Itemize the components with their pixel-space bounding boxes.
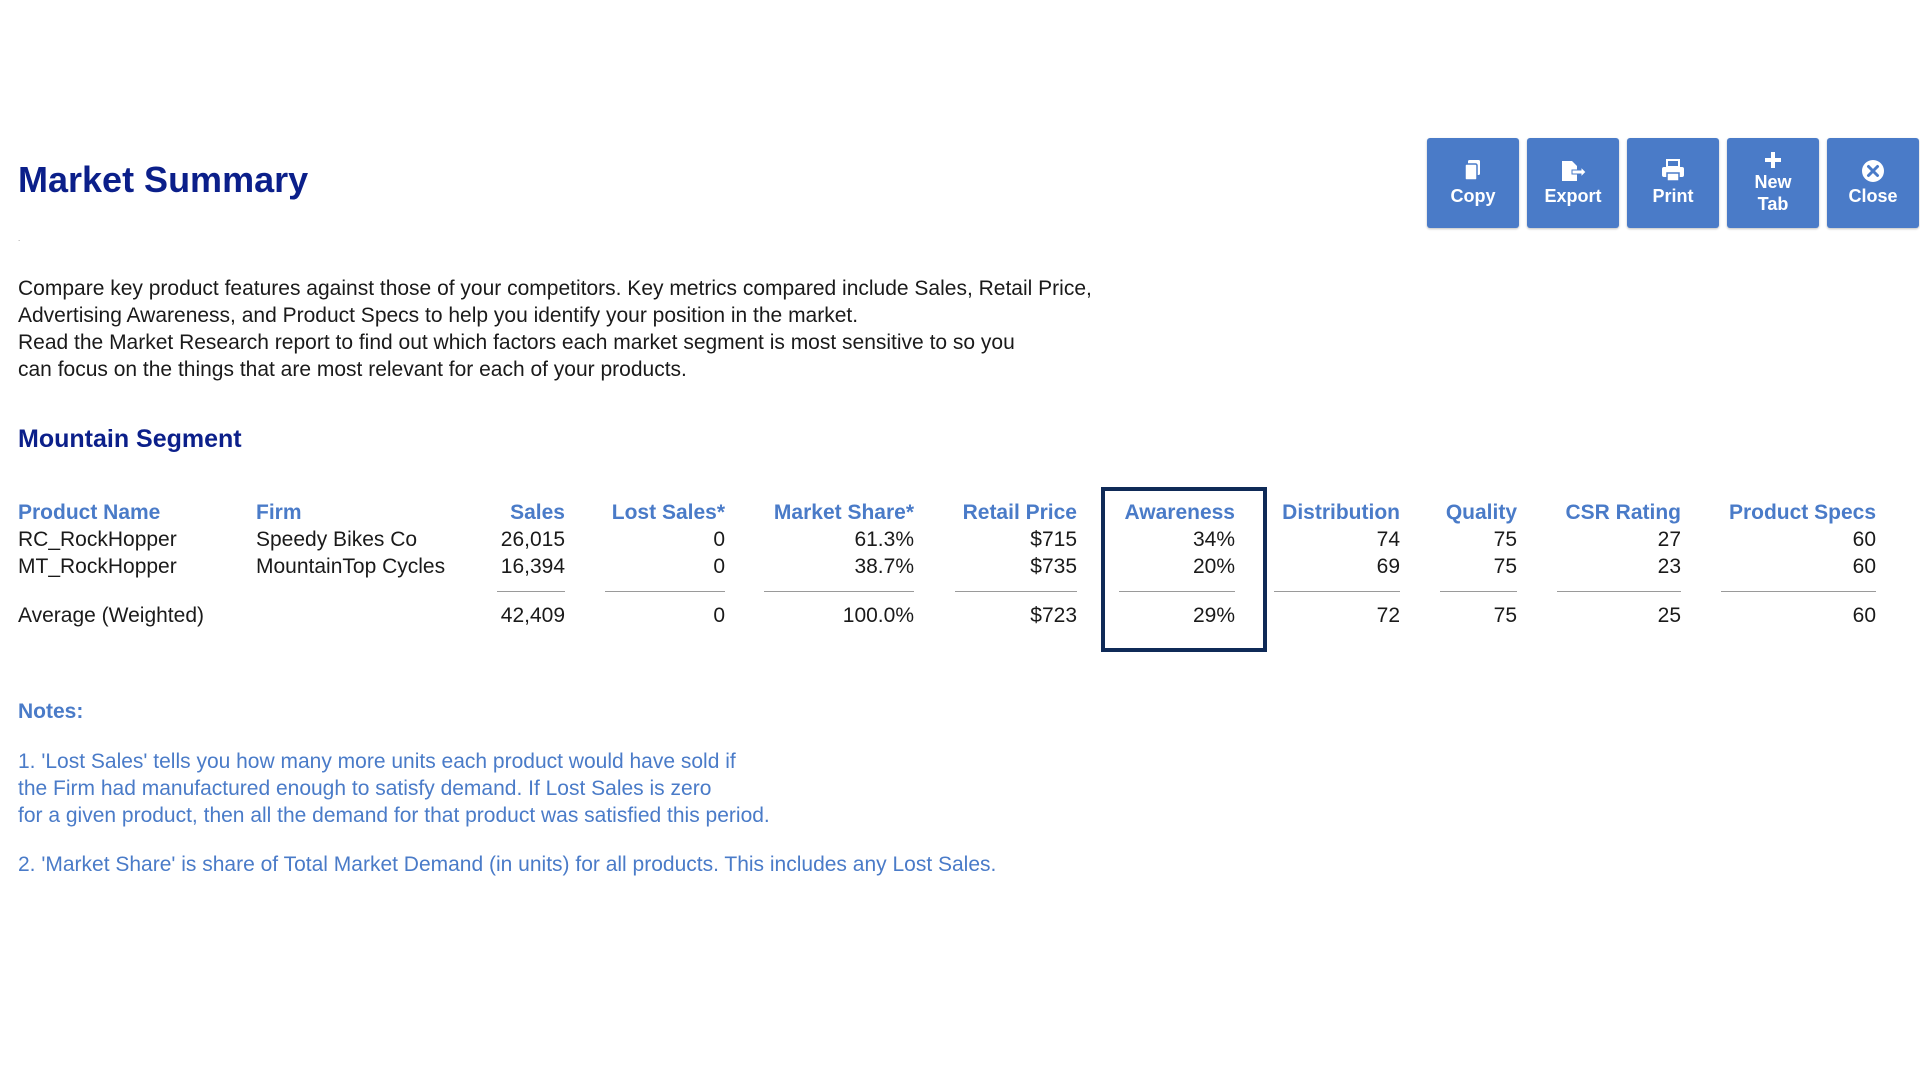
table-cell-csr-rating: 23 [1657,555,1681,578]
stray-mark: . [18,234,21,243]
notes-title: Notes: [18,700,84,723]
total-rule [955,591,1077,592]
copy-icon [1463,159,1483,183]
close-button[interactable] [1827,138,1919,228]
plus-icon [1764,151,1782,169]
new-tab-button[interactable] [1727,138,1819,228]
intro-line: Advertising Awareness, and Product Specs to help you identify your position in the market. [18,304,859,327]
column-header-sales: Sales [510,501,565,524]
awareness-highlight-box [1101,487,1267,652]
copy-button[interactable] [1427,138,1519,228]
total-rule [1557,591,1681,592]
export-icon [1559,159,1587,183]
column-header-awareness: Awareness [1124,501,1235,524]
table-cell-product-name: RC_RockHopper [18,528,177,551]
total-rule [1440,591,1517,592]
table-cell-csr-rating: 27 [1657,528,1681,551]
column-header-csr-rating: CSR Rating [1565,501,1681,524]
average-cell-lost-sales: 0 [713,604,725,627]
table-cell-retail-price: $715 [1030,528,1077,551]
table-cell-sales: 26,015 [500,528,565,551]
column-header-product-name: Product Name [18,501,161,524]
note-line: 1. 'Lost Sales' tells you how many more units each product would have sold if [18,750,736,773]
table-cell-distribution: 69 [1376,555,1400,578]
table-cell-lost-sales: 0 [713,555,725,578]
table-cell-quality: 75 [1493,555,1517,578]
copy-label: Copy [1450,186,1496,206]
average-cell-market-share: 100.0% [842,604,914,627]
average-cell-csr-rating: 25 [1657,604,1681,627]
intro-line: Read the Market Research report to find out which factors each market segment is most sensitive to so you [18,331,1015,354]
total-rule [1274,591,1400,592]
table-cell-product-name: MT_RockHopper [18,555,177,578]
average-cell-retail-price: $723 [1030,604,1077,627]
export-label: Export [1544,186,1602,206]
note-line: 2. 'Market Share' is share of Total Market Demand (in units) for all products. This includes any Lost Sales. [18,853,997,876]
note-lost-sales [18,748,770,829]
close-label: Close [1848,186,1898,206]
intro-line: Compare key product features against those of your competitors. Key metrics compared include Sales, Retail Price, [18,277,1092,300]
print-icon [1660,159,1686,183]
average-cell-product-name: Average (Weighted) [18,604,204,627]
table-cell-sales: 16,394 [500,555,565,578]
average-cell-quality: 75 [1493,604,1517,627]
table-cell-market-share: 38.7% [854,555,914,578]
column-header-market-share: Market Share* [773,501,914,524]
average-cell-sales: 42,409 [500,604,565,627]
intro-text [18,275,1092,383]
total-rule [605,591,725,592]
note-line: for a given product, then all the demand for that product was satisfied this period. [18,804,770,827]
segment-title: Mountain Segment [18,425,242,453]
table-cell-firm: Speedy Bikes Co [256,528,418,551]
table-cell-product-specs: 60 [1852,528,1876,551]
page-title: Market Summary [18,159,309,200]
total-rule [497,591,565,592]
table-cell-product-specs: 60 [1852,555,1876,578]
close-circle-icon [1861,159,1885,183]
note-market-share [18,851,996,878]
table-cell-firm: MountainTop Cycles [256,555,446,578]
print-label: Print [1652,186,1694,206]
toolbar [1427,138,1919,228]
average-cell-product-specs: 60 [1852,604,1876,627]
total-rule [764,591,914,592]
total-rule [1721,591,1876,592]
column-header-product-specs: Product Specs [1728,501,1876,524]
export-button[interactable] [1527,138,1619,228]
new-tab-label: New Tab [1754,172,1792,214]
print-button[interactable] [1627,138,1719,228]
column-header-lost-sales: Lost Sales* [611,501,725,524]
table-cell-quality: 75 [1493,528,1517,551]
column-header-retail-price: Retail Price [962,501,1077,524]
average-cell-distribution: 72 [1376,604,1400,627]
average-cell-awareness: 29% [1192,604,1235,627]
intro-line: can focus on the things that are most relevant for each of your products. [18,358,687,381]
table-cell-lost-sales: 0 [713,528,725,551]
column-header-quality: Quality [1445,501,1517,524]
note-line: the Firm had manufactured enough to satisfy demand. If Lost Sales is zero [18,777,712,800]
table-cell-distribution: 74 [1376,528,1400,551]
column-header-firm: Firm [256,501,302,524]
column-header-distribution: Distribution [1282,501,1400,524]
table-cell-market-share: 61.3% [854,528,914,551]
table-cell-retail-price: $735 [1030,555,1077,578]
table-cell-awareness: 34% [1192,528,1235,551]
table-cell-awareness: 20% [1192,555,1235,578]
